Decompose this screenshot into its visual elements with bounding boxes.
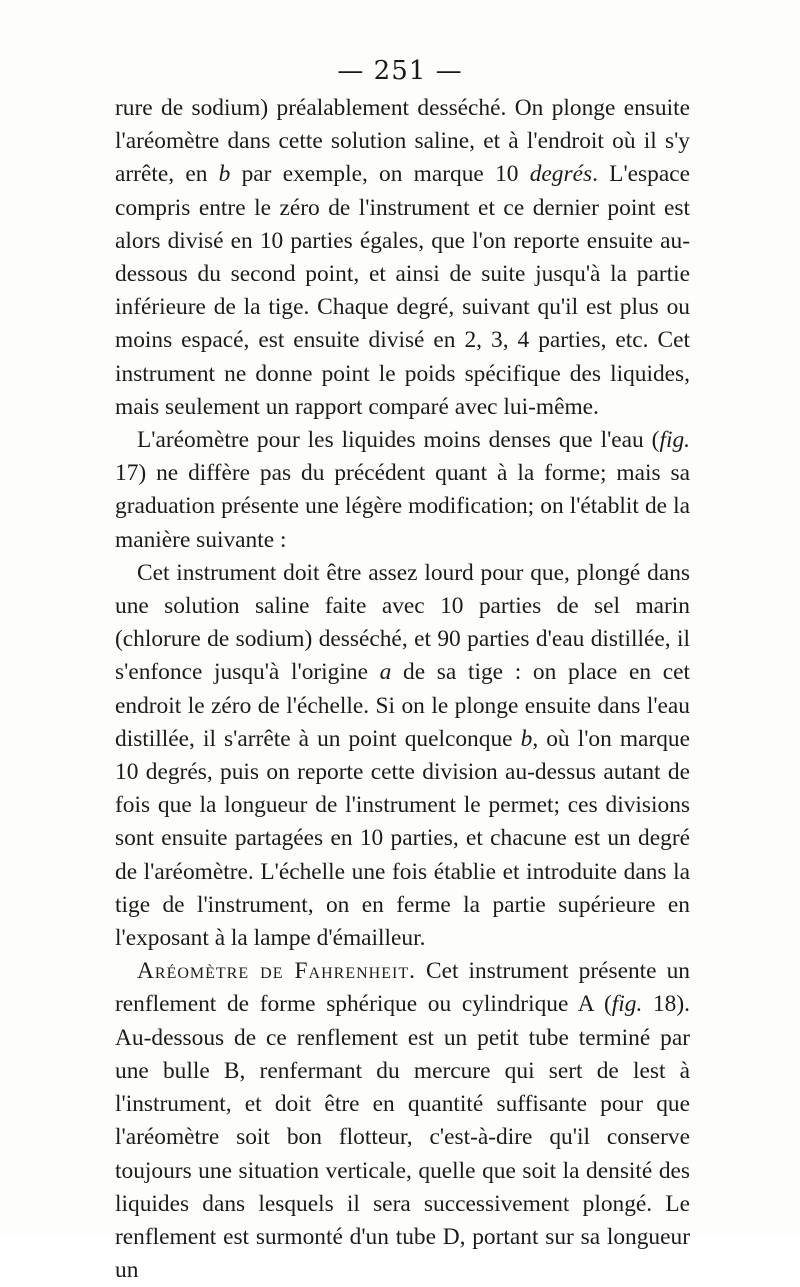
text-run: , où l'on marque 10 degrés, puis on reporte cette division au-dessus autant de fois que la longueur de l'instrument le permet; ces divisions sont ensuite partagées en 10 parties, et chacune est un degré de l'aréomètre. L'échelle une fois établie et introduite dans la tige de l'instrument, on en ferme la partie supérieure en l'exposant à la lampe d'émailleur. xyxy=(115,725,691,952)
italic-text: b xyxy=(218,161,231,188)
text-run: 18). Au-dessous de ce renflement est un petit tube terminé par une bulle B, renfermant du mercure qui sert de lest à l'instrument, et doit être en quantité suffisante pour que l'aréomètre soit bon flotteur, c'est-à-dire qu'il conserve toujours une situation verticale, quelle que soit la densité des liquides dans lesquels il sera successivement plongé. Le renflement est surmonté d'un tube D, portant sur sa longueur un xyxy=(115,991,690,1284)
paragraph xyxy=(115,424,690,557)
italic-text: fig. xyxy=(659,427,690,454)
italic-text: fig. xyxy=(611,991,643,1018)
text-run: Cet instrument doit être assez lourd pour que, plongé dans une solution saline faite avec 10 parties de sel marin (chlorure de sodium) desséché, et 90 parties d'eau distillée, il s'enfonce jusqu'à l'origine xyxy=(115,559,690,686)
section-heading: Aréomètre de Fahrenheit. xyxy=(137,958,416,985)
text-run: L'aréomètre pour les liquides moins denses que l'eau ( xyxy=(137,427,660,454)
text-run: rure de sodium) préalablement desséché. On plonge ensuite l'aréomètre dans cette solution saline, et à l'endroit où il s'y arrête, en xyxy=(115,95,690,188)
body-text xyxy=(115,92,690,1287)
text-run: Cet instrument présente un renflement de forme sphérique ou cylindrique A ( xyxy=(115,958,690,1018)
paragraph xyxy=(115,92,690,424)
italic-text: degrés xyxy=(529,161,593,188)
italic-text: b xyxy=(520,725,533,752)
italic-text: a xyxy=(379,659,392,686)
text-run: . L'espace compris entre le zéro de l'instrument et ce dernier point est alors divisé en 10 parties égales, que l'on reporte ensuite au-dessous du second point, et ainsi de suite jusqu'à la partie inférieure de la tige. Chaque degré, suivant qu'il est plus ou moins espacé, est ensuite divisé en 2, 3, 4 parties, etc. Cet instrument ne donne point le poids spécifique des liquides, mais seulement un rapport comparé avec lui-même. xyxy=(115,161,691,420)
paragraph xyxy=(115,557,690,955)
text-run: de sa tige : on place en cet endroit le zéro de l'échelle. Si on le plonge ensuite dans l'eau distillée, il s'arrête à un point quelconque xyxy=(115,659,690,752)
paragraph xyxy=(115,955,690,1287)
text-run: 17) ne diffère pas du précédent quant à la forme; mais sa graduation présente une légère modification; on l'établit de la manière suivante : xyxy=(115,460,690,553)
page-number: — 251 — xyxy=(337,56,463,86)
text-run: par exemple, on marque 10 xyxy=(230,161,530,188)
